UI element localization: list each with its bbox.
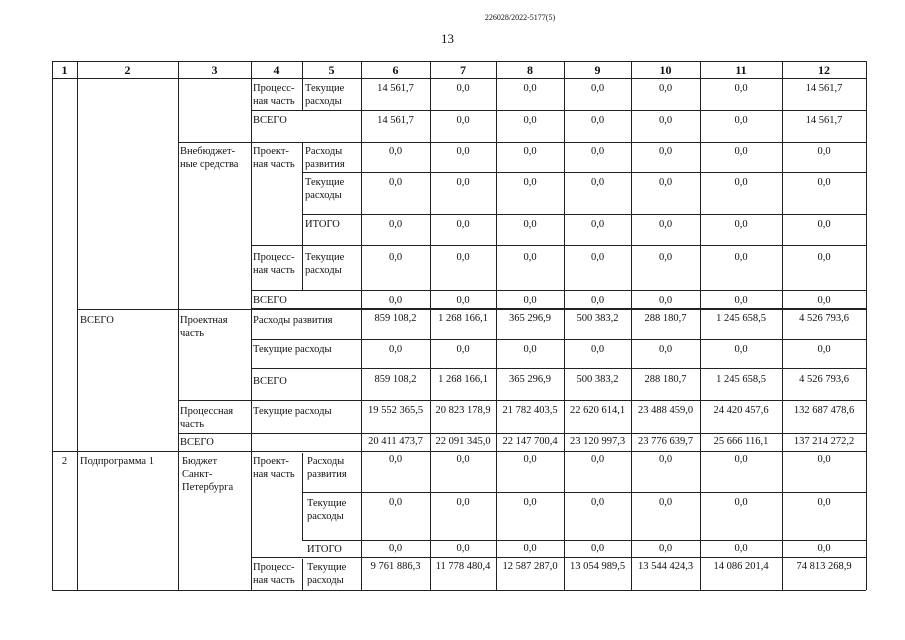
value-cell-r1-col6: 14 561,7 [377,83,414,94]
value-cell-r5-col12: 0,0 [817,219,831,230]
column-header-11: 11 [735,63,747,77]
grid-vline [77,78,78,590]
grid-hline [178,400,866,401]
value-cell-r6-col11: 0,0 [734,252,748,263]
label-itogo: ИТОГО [305,219,340,230]
label-current-expenses: Текущие расходы [305,252,345,276]
label-project-part: Проект- ная часть [253,456,295,480]
value-cell-r9-col9: 0,0 [590,344,605,355]
grid-hline [77,309,866,310]
grid-vline [302,559,303,590]
value-cell-r14-col6: 0,0 [388,497,403,508]
value-cell-r5-col7: 0,0 [456,219,470,230]
label-process-part: Процесс- ная часть [253,562,295,586]
grid-hline [52,78,866,79]
label-current-expenses: Текущие расходы [305,177,345,201]
value-cell-r2-col12: 14 561,7 [805,115,843,126]
label-development-expenses: Расходы развития [307,456,347,480]
value-cell-r9-col11: 0,0 [734,344,748,355]
label-process-part: Процессная часть [180,406,234,430]
value-cell-r1-col7: 0,0 [456,83,470,94]
value-cell-r11-col9: 22 620 614,1 [569,405,626,416]
label-current-expenses: Текущие расходы [253,344,332,355]
value-cell-r3-col9: 0,0 [590,146,605,157]
value-cell-r11-col6: 19 552 365,5 [367,405,424,416]
column-header-7: 7 [460,63,466,77]
grid-hline [52,451,866,452]
grid-vline [302,453,303,540]
value-cell-r15-col8: 0,0 [523,543,537,554]
grid-hline [251,110,866,111]
value-cell-r5-col10: 0,0 [658,219,673,230]
page-number: 13 [441,31,454,46]
grid-vline [302,142,303,290]
label-current-expenses: Текущие расходы [305,83,345,107]
column-header-10: 10 [659,63,672,77]
value-cell-r14-col9: 0,0 [590,497,605,508]
value-cell-r10-col12: 4 526 793,6 [799,374,849,385]
column-header-4: 4 [273,63,280,77]
value-cell-r8-col9: 500 383,2 [576,313,619,324]
value-cell-r8-col10: 288 180,7 [644,313,687,324]
value-cell-r8-col8: 365 296,9 [509,313,551,324]
value-cell-r6-col7: 0,0 [456,252,470,263]
value-cell-r6-col9: 0,0 [590,252,605,263]
grid-vline [302,78,303,110]
value-cell-r16-col11: 14 086 201,4 [713,561,769,572]
value-cell-r5-col9: 0,0 [590,219,605,230]
value-cell-r7-col7: 0,0 [456,295,470,306]
value-cell-r8-col7: 1 268 166,1 [438,313,488,324]
label-development-expenses: Расходы развития [253,315,333,326]
value-cell-r10-col7: 1 268 166,1 [438,374,488,385]
value-cell-r11-col10: 23 488 459,0 [637,405,694,416]
value-cell-r6-col12: 0,0 [817,252,831,263]
value-cell-r10-col9: 500 383,2 [576,374,619,385]
value-cell-r3-col11: 0,0 [734,146,748,157]
label-process-part: Процесс- ная часть [253,83,295,107]
column-header-8: 8 [527,63,533,77]
value-cell-r14-col11: 0,0 [734,497,748,508]
value-cell-r16-col8: 12 587 287,0 [502,561,558,572]
value-cell-r10-col8: 365 296,9 [509,374,551,385]
value-cell-r6-col10: 0,0 [658,252,673,263]
value-cell-r7-col10: 0,0 [658,295,673,306]
value-cell-r9-col10: 0,0 [658,344,673,355]
value-cell-r11-col12: 132 687 478,6 [793,405,855,416]
value-cell-r14-col12: 0,0 [817,497,831,508]
label-current-expenses: Текущие расходы [307,498,347,522]
value-cell-r16-col7: 11 778 480,4 [435,561,491,572]
value-cell-r2-col11: 0,0 [734,115,748,126]
label-total: ВСЕГО [253,115,287,126]
grid-hline [302,214,866,215]
grid-hline [178,142,866,143]
label-current-expenses: Текущие расходы [253,406,332,417]
value-cell-r11-col8: 21 782 403,5 [502,405,558,416]
value-cell-r1-col8: 0,0 [523,83,537,94]
value-cell-r12-col9: 23 120 997,3 [569,436,626,447]
value-cell-r13-col11: 0,0 [734,454,748,465]
grid-hline [251,368,866,369]
value-cell-r4-col7: 0,0 [456,177,470,188]
label-extrabudget-funds: Внебюджет- ные средства [180,146,239,170]
grid-hline [302,172,866,173]
row-number: 2 [61,456,68,467]
value-cell-r7-col8: 0,0 [523,295,537,306]
label-total: ВСЕГО [180,437,214,448]
value-cell-r2-col10: 0,0 [658,115,673,126]
value-cell-r15-col9: 0,0 [590,543,605,554]
grid-hline [52,61,866,62]
value-cell-r7-col12: 0,0 [817,295,831,306]
column-header-6: 6 [392,63,399,77]
value-cell-r8-col6: 859 108,2 [374,313,417,324]
value-cell-r15-col7: 0,0 [456,543,470,554]
value-cell-r13-col7: 0,0 [456,454,470,465]
grid-hline [251,245,866,246]
label-development-expenses: Расходы развития [305,146,345,170]
value-cell-r3-col12: 0,0 [817,146,831,157]
value-cell-r12-col11: 25 666 116,1 [713,436,769,447]
column-header-3: 3 [211,63,218,77]
value-cell-r16-col12: 74 813 268,9 [796,561,852,572]
value-cell-r15-col11: 0,0 [734,543,748,554]
value-cell-r13-col6: 0,0 [388,454,403,465]
label-itogo: ИТОГО [307,544,342,555]
column-header-1: 1 [61,63,68,77]
value-cell-r5-col11: 0,0 [734,219,748,230]
value-cell-r7-col11: 0,0 [734,295,748,306]
value-cell-r11-col11: 24 420 457,6 [713,405,769,416]
value-cell-r11-col7: 20 823 178,9 [435,405,491,416]
grid-hline [52,590,866,591]
value-cell-r7-col9: 0,0 [590,295,605,306]
value-cell-r3-col8: 0,0 [523,146,537,157]
column-header-9: 9 [594,63,601,77]
grid-hline [251,339,866,340]
grid-hline [178,433,866,434]
value-cell-r3-col7: 0,0 [456,146,470,157]
value-cell-r7-col6: 0,0 [388,295,403,306]
value-cell-r13-col9: 0,0 [590,454,605,465]
value-cell-r16-col6: 9 761 886,3 [370,561,421,572]
value-cell-r13-col8: 0,0 [523,454,537,465]
value-cell-r4-col12: 0,0 [817,177,831,188]
value-cell-r4-col11: 0,0 [734,177,748,188]
label-project-part: Проектная часть [180,315,228,339]
grid-hline [302,540,866,541]
grid-hline [251,290,866,291]
label-project-part: Проект- ная часть [253,146,295,170]
value-cell-r2-col7: 0,0 [456,115,470,126]
value-cell-r3-col6: 0,0 [388,146,403,157]
value-cell-r8-col12: 4 526 793,6 [799,313,849,324]
column-header-12: 12 [818,63,830,77]
value-cell-r1-col11: 0,0 [734,83,748,94]
value-cell-r15-col10: 0,0 [658,543,673,554]
value-cell-r15-col12: 0,0 [817,543,831,554]
value-cell-r10-col6: 859 108,2 [374,374,417,385]
grid-vline [178,78,179,590]
grid-hline [302,492,866,493]
column-header-2: 2 [124,63,131,77]
value-cell-r10-col11: 1 245 658,5 [716,374,766,385]
value-cell-r1-col10: 0,0 [658,83,673,94]
value-cell-r12-col6: 20 411 473,7 [368,436,423,447]
label-total: ВСЕГО [253,295,287,306]
label-spb-budget: Бюджет Санкт- Петербурга [182,456,234,493]
value-cell-r4-col6: 0,0 [388,177,403,188]
value-cell-r12-col8: 22 147 700,4 [502,436,558,447]
grid-vline [251,78,252,590]
value-cell-r14-col8: 0,0 [523,497,537,508]
value-cell-r2-col9: 0,0 [590,115,605,126]
value-cell-r2-col6: 14 561,7 [377,115,414,126]
value-cell-r12-col7: 22 091 345,0 [435,436,491,447]
value-cell-r15-col6: 0,0 [388,543,403,554]
value-cell-r10-col10: 288 180,7 [644,374,687,385]
label-vsego: ВСЕГО [80,315,114,326]
value-cell-r1-col12: 14 561,7 [805,83,843,94]
value-cell-r8-col11: 1 245 658,5 [716,313,766,324]
value-cell-r4-col8: 0,0 [523,177,537,188]
value-cell-r5-col8: 0,0 [523,219,537,230]
value-cell-r9-col8: 0,0 [523,344,537,355]
value-cell-r14-col10: 0,0 [658,497,673,508]
value-cell-r16-col9: 13 054 989,5 [569,561,626,572]
label-current-expenses: Текущие расходы [307,562,347,586]
value-cell-r9-col12: 0,0 [817,344,831,355]
value-cell-r6-col6: 0,0 [388,252,403,263]
label-total: ВСЕГО [253,376,287,387]
value-cell-r12-col10: 23 776 639,7 [637,436,694,447]
value-cell-r14-col7: 0,0 [456,497,470,508]
value-cell-r2-col8: 0,0 [523,115,537,126]
grid-hline [251,557,866,558]
value-cell-r6-col8: 0,0 [523,252,537,263]
value-cell-r13-col12: 0,0 [817,454,831,465]
value-cell-r1-col9: 0,0 [590,83,605,94]
value-cell-r16-col10: 13 544 424,3 [637,561,694,572]
value-cell-r9-col7: 0,0 [456,344,470,355]
label-subprogram: Подпрограмма 1 [80,456,154,467]
value-cell-r4-col10: 0,0 [658,177,673,188]
value-cell-r5-col6: 0,0 [388,219,403,230]
column-header-5: 5 [328,63,335,77]
grid-vline [866,61,867,78]
value-cell-r9-col6: 0,0 [388,344,403,355]
value-cell-r13-col10: 0,0 [658,454,673,465]
value-cell-r3-col10: 0,0 [658,146,673,157]
label-process-part: Процесс- ная часть [253,252,295,276]
grid-vline [866,78,867,590]
value-cell-r4-col9: 0,0 [590,177,605,188]
value-cell-r12-col12: 137 214 272,2 [793,436,855,447]
document-number: 226028/2022-5177(5) [484,13,556,22]
grid-vline [52,78,53,590]
